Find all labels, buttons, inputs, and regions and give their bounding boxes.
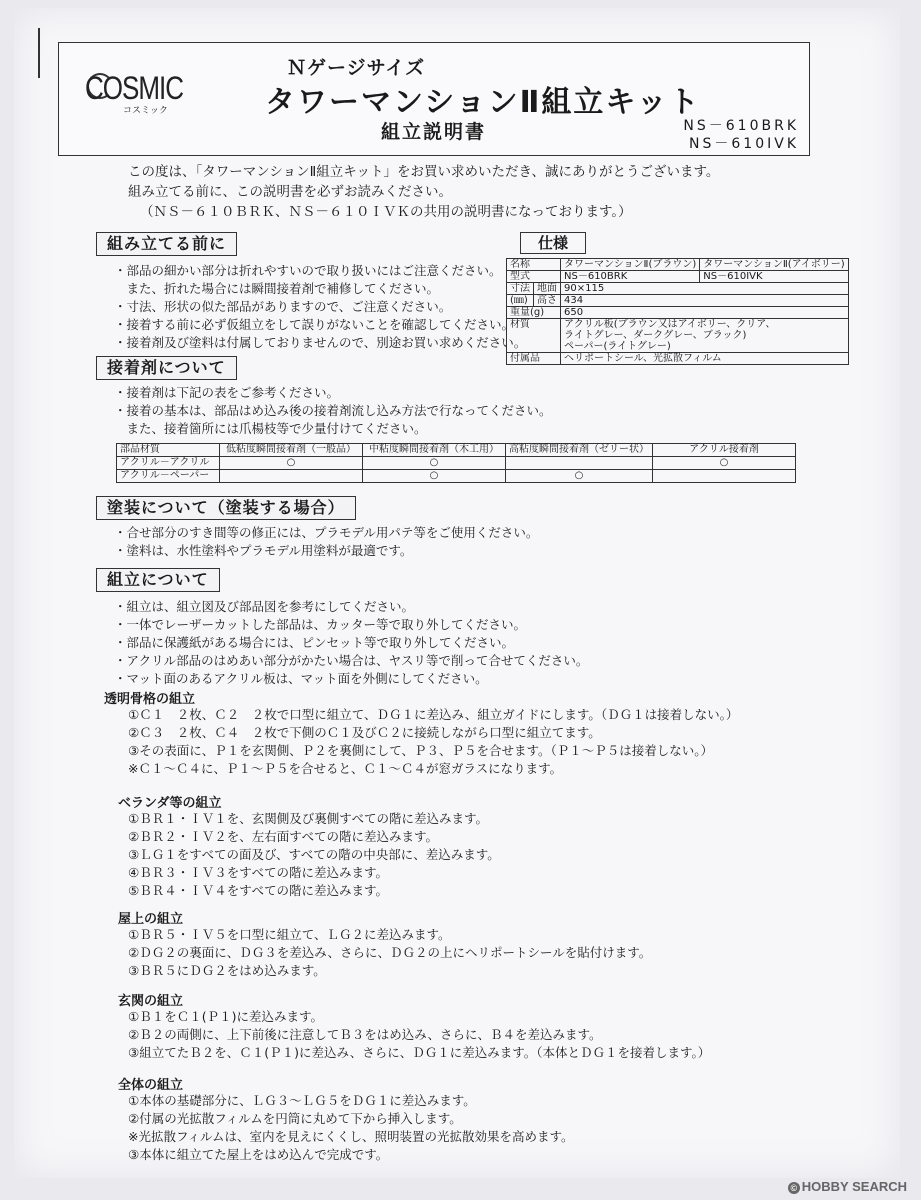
intro-line: （ＮＳ－６１０ＢＲＫ、ＮＳ－６１０ＩＶＫの共用の説明書になっております。） bbox=[140, 204, 632, 220]
cosmic-logo bbox=[79, 63, 183, 123]
step-item: ②Ｃ３ ２枚、Ｃ４ ２枚で下側のＣ１及びＣ２に接続しながら口型に組立てます。 bbox=[128, 725, 601, 740]
step-item: ③その表面に、Ｐ１を玄関側、Ｐ２を裏側にして、Ｐ３、Ｐ５を合せます。（Ｐ１～Ｐ５は接着しない。） bbox=[128, 743, 713, 758]
spec-cell: 型式 bbox=[507, 271, 561, 283]
step-item: ②Ｂ２の両側に、上下前後に注意してＢ３をはめ込み、さらに、Ｂ４を差込みます。 bbox=[128, 1027, 602, 1042]
list-item: ・接着の基本は、部品はめ込み後の接着剤流し込み方法で行なってください。 bbox=[114, 403, 552, 418]
list-item: ・組立は、組立図及び部品図を参考にしてください。 bbox=[114, 599, 415, 614]
table-row bbox=[117, 457, 796, 470]
table-header-cell: 部品材質 bbox=[117, 444, 220, 457]
table-cell: アクリル－ペーパー bbox=[117, 470, 220, 483]
table-header-cell: 低粘度瞬間接着剤（一般品） bbox=[220, 444, 363, 457]
list-item: ・寸法、形状の似た部品がありますので、ご注意ください。 bbox=[114, 299, 452, 314]
subsection-title-veranda: ベランダ等の組立 bbox=[118, 796, 222, 811]
material-line: アクリル板(ブラウン又はアイボリー、クリア、 bbox=[564, 319, 776, 330]
table-row bbox=[507, 271, 849, 283]
table-cell bbox=[220, 470, 363, 483]
step-item: ③ＬＧ１をすべての面及び、すべての階の中央部に、差込みます。 bbox=[128, 847, 500, 862]
spec-cell bbox=[561, 319, 849, 353]
frame-steps bbox=[128, 706, 738, 778]
table-cell: アクリル－アクリル bbox=[117, 457, 220, 470]
spec-cell: ヘリポートシール、光拡散フィルム bbox=[561, 353, 849, 365]
spec-cell: 寸法 bbox=[507, 283, 534, 295]
step-item: ④ＢＲ３・ＩＶ３をすべての階に差込みます。 bbox=[128, 865, 388, 880]
table-cell bbox=[506, 457, 653, 470]
step-item: ※光拡散フィルムは、室内を見えにくくし、照明装置の光拡散効果を高めます。 bbox=[128, 1129, 574, 1144]
product-code-ivory: NS－610IVK bbox=[689, 136, 799, 152]
list-item: ・接着剤及び塗料は付属しておりませんので、別途お買い求めください。 bbox=[114, 335, 527, 350]
material-line: ライトグレー、ダークグレー、ブラック) bbox=[564, 330, 747, 341]
table-header-cell: 中粘度瞬間接着剤（木工用） bbox=[363, 444, 506, 457]
table-header-row bbox=[117, 444, 796, 457]
step-item: ①ＢＲ１・ＩＶ１を、玄関側及び裏側すべての階に差込みます。 bbox=[128, 811, 488, 826]
table-row bbox=[507, 319, 849, 353]
list-item: ・部品に保護紙がある場合には、ピンセット等で取り外してください。 bbox=[114, 635, 515, 650]
subsection-title-entrance: 玄関の組立 bbox=[118, 994, 184, 1009]
intro-line: 組み立てる前に、この説明書を必ずお読みください。 bbox=[128, 184, 452, 200]
spec-cell: NS－610IVK bbox=[700, 271, 848, 283]
spec-cell: 地面 bbox=[534, 283, 561, 295]
section-heading-glue: 接着剤について bbox=[96, 356, 237, 380]
spec-cell: 434 bbox=[561, 295, 849, 307]
copyright-icon: © bbox=[788, 1182, 800, 1194]
table-cell: ○ bbox=[363, 457, 506, 470]
spec-cell: 重量(g) bbox=[507, 307, 561, 319]
intro-text bbox=[128, 162, 719, 222]
spec-cell: 名称 bbox=[507, 259, 561, 271]
subsection-title-roof: 屋上の組立 bbox=[118, 912, 184, 927]
veranda-steps bbox=[128, 810, 500, 900]
table-cell: ○ bbox=[220, 457, 363, 470]
spec-cell: NS－610BRK bbox=[561, 271, 700, 283]
step-item: ⑤ＢＲ４・ＩＶ４をすべての階に差込みます。 bbox=[128, 883, 388, 898]
step-item: ②付属の光拡散フィルムを円筒に丸めて下から挿入します。 bbox=[128, 1111, 462, 1126]
table-cell: ○ bbox=[363, 470, 506, 483]
spec-cell: タワーマンションⅡ(アイボリー) bbox=[700, 259, 848, 271]
table-header-cell: 高粘度瞬間接着剤（ゼリー状） bbox=[506, 444, 653, 457]
list-item: ・接着剤は下記の表をご参考ください。 bbox=[114, 385, 340, 400]
glue-table bbox=[116, 443, 796, 483]
subsection-title-frame: 透明骨格の組立 bbox=[104, 692, 196, 707]
spec-cell: タワーマンションⅡ(ブラウン) bbox=[561, 259, 700, 271]
spec-heading: 仕様 bbox=[520, 232, 586, 254]
paint-list bbox=[114, 524, 538, 560]
glue-list bbox=[114, 384, 552, 438]
spec-cell: 高さ bbox=[534, 295, 561, 307]
assembly-list bbox=[114, 598, 588, 688]
overall-steps bbox=[128, 1092, 573, 1164]
document-name: 組立説明書 bbox=[381, 121, 487, 143]
section-heading-paint: 塗装について（塗装する場合） bbox=[96, 496, 356, 520]
step-item: ③ＢＲ５にＤＧ２をはめ込みます。 bbox=[128, 963, 326, 978]
intro-line: この度は、「タワーマンションⅡ組立キット」をお買い求めいただき、誠にありがとうございます。 bbox=[128, 164, 720, 180]
table-row bbox=[117, 470, 796, 483]
table-cell: ○ bbox=[506, 470, 653, 483]
scale-subtitle: Ｎゲージサイズ bbox=[287, 57, 426, 79]
step-item: ③本体に組立てた屋上をはめ込んで完成です。 bbox=[128, 1147, 389, 1162]
step-item: ①Ｂ１をＣ１(Ｐ１)に差込みます。 bbox=[128, 1009, 323, 1024]
list-item: また、折れた場合には瞬間接着剤で補修してください。 bbox=[114, 281, 440, 296]
step-item: ②ＤＧ２の裏面に、ＤＧ３を差込み、さらに、ＤＧ２の上にヘリポートシールを貼付けます。 bbox=[128, 945, 652, 960]
step-item: ②ＢＲ２・ＩＶ２を、左右面すべての階に差込みます。 bbox=[128, 829, 438, 844]
before-list bbox=[114, 262, 526, 352]
list-item: ・マット面のあるアクリル板は、マット面を外側にしてください。 bbox=[114, 671, 488, 686]
watermark-text: HOBBY SEARCH bbox=[801, 1179, 907, 1194]
list-item: ・アクリル部品のはめあい部分がかたい場合は、ヤスリ等で削って合せてください。 bbox=[114, 653, 589, 668]
list-item: ・塗料は、水性塗料やプラモデル用塗料が最適です。 bbox=[114, 543, 413, 558]
material-line: ペーパー(ライトグレー) bbox=[564, 341, 671, 352]
spec-cell: (㎜) bbox=[507, 295, 534, 307]
table-cell: ○ bbox=[653, 457, 796, 470]
table-row bbox=[507, 307, 849, 319]
table-row bbox=[507, 353, 849, 365]
roof-steps bbox=[128, 926, 651, 980]
spec-table bbox=[506, 258, 849, 365]
spec-cell: 付属品 bbox=[507, 353, 561, 365]
product-title: タワーマンションⅡ組立キット bbox=[265, 85, 701, 120]
step-item: ①ＢＲ５・ＩＶ５を口型に組立て、ＬＧ２に差込みます。 bbox=[128, 927, 451, 942]
list-item: ・接着する前に必ず仮組立をして誤りがないことを確認してください。 bbox=[114, 317, 515, 332]
section-heading-before: 組み立てる前に bbox=[96, 232, 237, 256]
table-header-cell: アクリル接着剤 bbox=[653, 444, 796, 457]
step-item: ①Ｃ１ ２枚、Ｃ２ ２枚で口型に組立て、ＤＧ１に差込み、組立ガイドにします。（ＤＧ１は接着しない。） bbox=[128, 707, 739, 722]
subsection-title-overall: 全体の組立 bbox=[118, 1078, 184, 1093]
logo-text: COSMIC bbox=[85, 69, 183, 107]
list-item: また、接着箇所には爪楊枝等で少量付けてください。 bbox=[114, 421, 427, 436]
logo-subtext: コスミック bbox=[123, 106, 168, 116]
entrance-steps bbox=[128, 1008, 710, 1062]
step-item: ※Ｃ１～Ｃ４に、Ｐ１～Ｐ５を合せると、Ｃ１～Ｃ４が窓ガラスになります。 bbox=[128, 761, 563, 776]
list-item: ・部品の細かい部分は折れやすいので取り扱いにはご注意ください。 bbox=[114, 263, 502, 278]
step-item: ③組立てたＢ２を、Ｃ１(Ｐ１)に差込み、さらに、ＤＧ１に差込みます。（本体とＤＧ１を接着します。） bbox=[128, 1045, 711, 1060]
section-heading-assembly: 組立について bbox=[96, 568, 220, 592]
header-box bbox=[58, 42, 810, 156]
table-cell bbox=[653, 470, 796, 483]
table-row bbox=[507, 259, 849, 271]
product-code-brown: NS－610BRK bbox=[683, 118, 799, 134]
table-row bbox=[507, 283, 849, 295]
list-item: ・合せ部分のすき間等の修正には、プラモデル用パテ等をご使用ください。 bbox=[114, 525, 539, 540]
spec-cell: 材質 bbox=[507, 319, 561, 353]
watermark bbox=[788, 1179, 907, 1194]
table-row bbox=[507, 295, 849, 307]
list-item: ・一体でレーザーカットした部品は、カッター等で取り外してください。 bbox=[114, 617, 527, 632]
spec-cell: 90×115 bbox=[561, 283, 849, 295]
spec-cell: 650 bbox=[561, 307, 849, 319]
step-item: ①本体の基礎部分に、ＬＧ３～ＬＧ５をＤＧ１に差込みます。 bbox=[128, 1093, 476, 1108]
